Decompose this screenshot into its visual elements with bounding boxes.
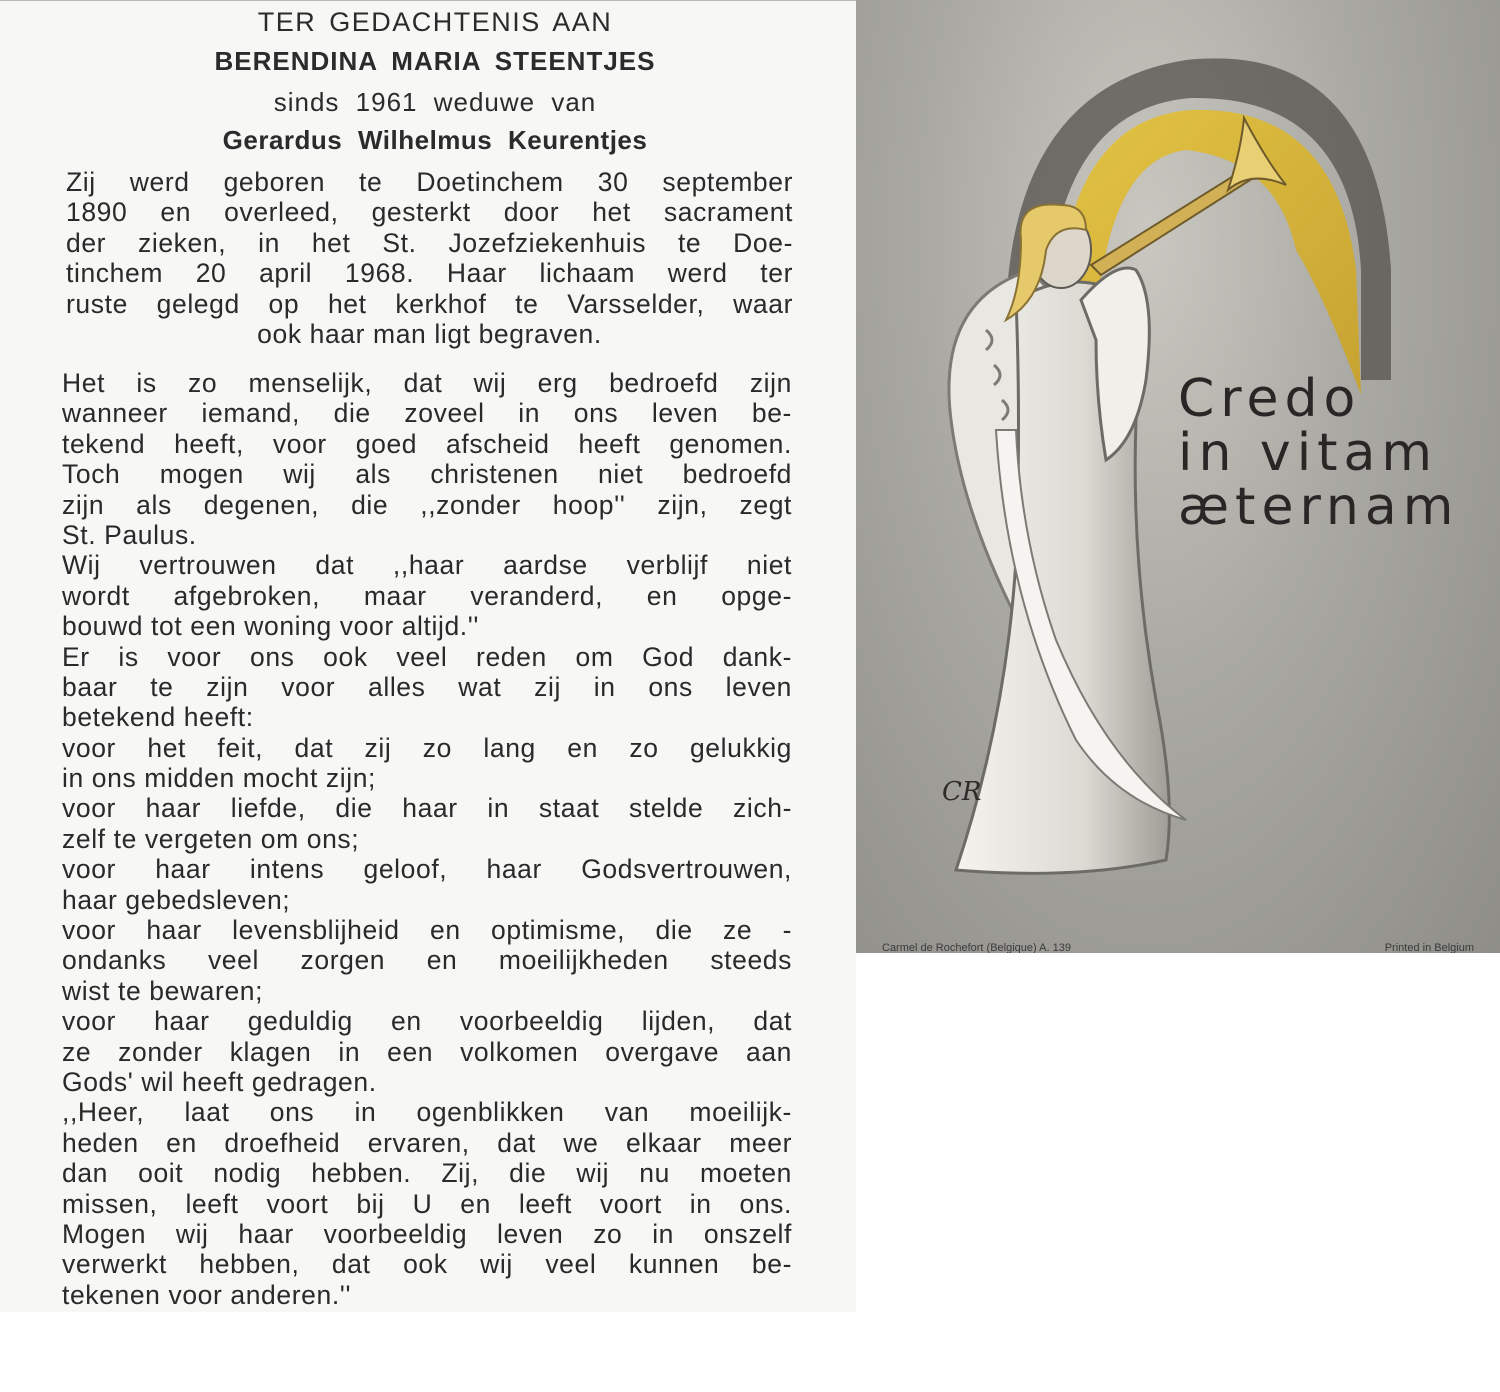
text-line: Het is zo menselijk, dat wij erg bedroefd zijn xyxy=(62,368,792,398)
text-line: bouwd tot een woning voor altijd.'' xyxy=(62,611,480,642)
motto-line: Credo xyxy=(1178,369,1362,429)
text-line: wordt afgebroken, maar veranderd, en opge- xyxy=(62,580,792,611)
husband-name: Gerardus Wilhelmus Keurentjes xyxy=(222,125,648,155)
text-line: Gods' wil heeft gedragen. xyxy=(62,1066,377,1097)
publisher-credit: Carmel de Rochefort (Belgique) A. 139 xyxy=(882,942,1071,953)
text-line: voor het feit, dat zij zo lang en zo gelukkig xyxy=(62,732,792,763)
motto-line: æternam xyxy=(1178,477,1460,537)
text-line: heden en droefheid ervaren, dat we elkaar meer xyxy=(62,1127,792,1158)
text-line: ze zonder klagen in een volkomen overgave aan xyxy=(62,1036,792,1067)
text-line: missen, leeft voort bij U en leeft voort in ons. xyxy=(62,1188,792,1219)
text-line: ruste gelegd op het kerkhof te Varsselder, waar xyxy=(66,288,793,319)
text-line: zelf te vergeten om ons; xyxy=(62,823,360,854)
deceased-name: BERENDINA MARIA STEENTJES xyxy=(214,46,656,76)
motto-text xyxy=(1178,369,1478,537)
motto-line: in vitam xyxy=(1178,423,1439,483)
memorial-heading: TER GEDACHTENIS AAN xyxy=(257,7,613,37)
text-line: voor haar liefde, die haar in staat stelde zich- xyxy=(62,793,792,824)
text-line: der zieken, in het St. Jozefziekenhuis te Doe- xyxy=(66,227,793,258)
text-line: haar gebedsleven; xyxy=(62,884,291,915)
text-line: dan ooit nodig hebben. Zij, die wij nu moeten xyxy=(62,1158,792,1189)
text-line: wist te bewaren; xyxy=(62,975,264,1006)
text-line: 1890 en overleed, gesterkt door het sacrament xyxy=(66,197,793,228)
text-line: ,,Heer, laat ons in ogenblikken van moeilijk- xyxy=(62,1097,792,1128)
widow-line: sinds 1961 weduwe van xyxy=(273,87,597,117)
text-line: ondanks veel zorgen en moeilijkheden steeds xyxy=(62,945,792,976)
text-line: St. Paulus. xyxy=(62,519,197,550)
reflection-paragraph xyxy=(62,368,792,1310)
biography-paragraph xyxy=(66,167,793,349)
angel-illustration-card xyxy=(856,0,1500,953)
text-line: betekend heeft: xyxy=(62,702,254,733)
text-line: voor haar intens geloof, haar Godsvertrouwen, xyxy=(62,854,792,885)
text-line: ook haar man ligt begraven. xyxy=(257,318,602,349)
text-line: tinchem 20 april 1968. Haar lichaam werd ter xyxy=(66,258,793,289)
text-line: Zij werd geboren te Doetinchem 30 september xyxy=(66,167,793,197)
text-line: baar te zijn voor alles wat zij in ons leven xyxy=(62,671,792,702)
text-line: Er is voor ons ook veel reden om God dank- xyxy=(62,641,792,672)
printed-credit: Printed in Belgium xyxy=(1384,942,1474,953)
text-line: zijn als degenen, die ,,zonder hoop'' zijn, zegt xyxy=(62,489,792,520)
text-line: voor haar levensblijheid en optimisme, die ze - xyxy=(62,915,792,946)
text-line: verwerkt hebben, dat ook wij veel kunnen be- xyxy=(62,1249,792,1280)
artist-signature: CR xyxy=(942,777,982,807)
text-line: in ons midden mocht zijn; xyxy=(62,763,377,794)
text-line: voor haar geduldig en voorbeeldig lijden, dat xyxy=(62,1006,792,1037)
text-line: tekend heeft, voor goed afscheid heeft genomen. xyxy=(62,428,792,459)
text-line: tekenen voor anderen.'' xyxy=(62,1279,352,1310)
text-line: Toch mogen wij als christenen niet bedroefd xyxy=(62,459,792,490)
text-line: Mogen wij haar voorbeeldig leven zo in onszelf xyxy=(62,1218,792,1249)
text-line: Wij vertrouwen dat ,,haar aardse verblijf niet xyxy=(62,550,792,581)
text-line: wanneer iemand, die zoveel in ons leven be- xyxy=(62,398,792,429)
